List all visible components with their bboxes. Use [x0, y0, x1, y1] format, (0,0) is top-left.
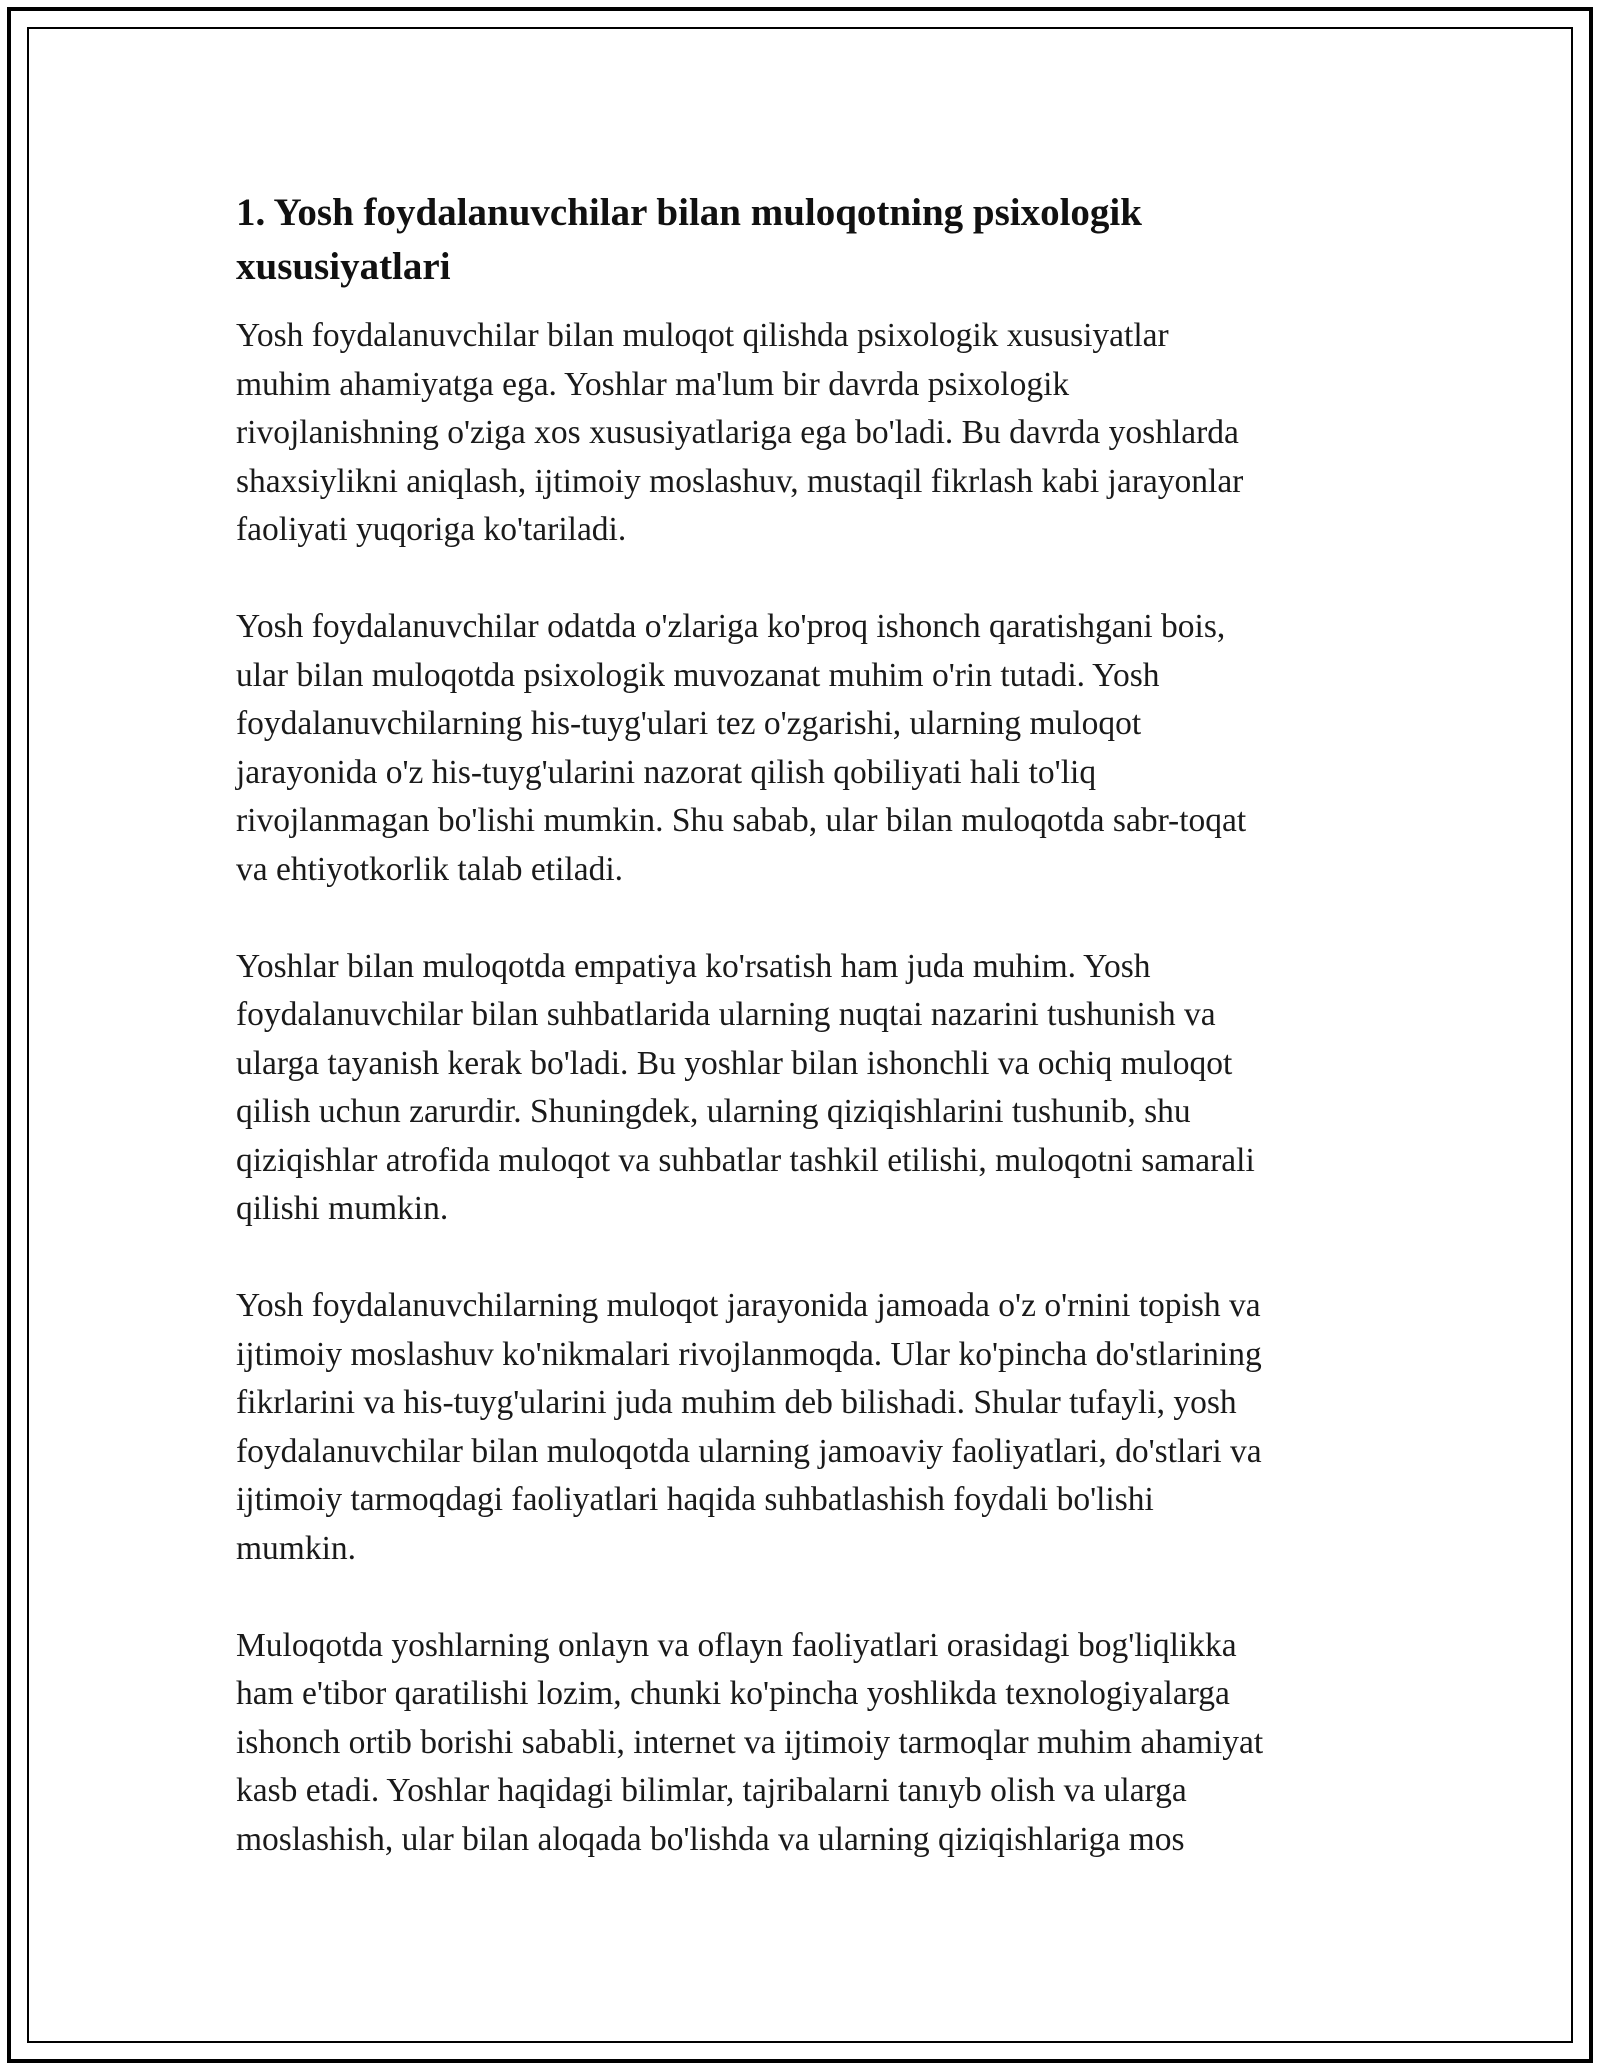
text-line: foydalanuvchilar bilan muloqotda ularning jamoaviy faoliyatlari, do'stlari va — [236, 1432, 1262, 1470]
heading-line: 1. Yosh foydalanuvchilar bilan muloqotning psixologik — [236, 191, 1142, 234]
text-line: foydalanuvchilar bilan suhbatlarida ularning nuqtai nazarini tushunish va — [236, 996, 1216, 1033]
text-line: qiziqishlar atrofida muloqot va suhbatlar tashkil etilishi, muloqotni samarali — [236, 1141, 1255, 1179]
text-line: Yoshlar bilan muloqotda empatiya ko'rsatish ham juda muhim. Yosh — [236, 947, 1151, 985]
text-line: Yosh foydalanuvchilarning muloqot jarayonida jamoada o'z o'rnini topish va — [236, 1287, 1261, 1324]
text-line: rivojlanmagan bo'lishi mumkin. Shu sabab, ular bilan muloqotda sabr-toqat — [236, 802, 1247, 839]
paragraph — [236, 1622, 1376, 1865]
paragraph — [236, 943, 1376, 1234]
text-line: ular bilan muloqotda psixologik muvozanat muhim o'rin tutadi. Yosh — [236, 656, 1160, 694]
paragraph — [236, 603, 1376, 894]
text-line: ijtimoiy moslashuv ko'nikmalari rivojlanmoqda. Ular ko'pincha do'stlarining — [236, 1335, 1262, 1373]
text-line: ishonch ortib borishi sababli, internet va ijtimoiy tarmoqlar muhim ahamiyat — [236, 1723, 1264, 1761]
text-line: fikrlarini va his-tuyg'ularini juda muhim deb bilishadi. Shular tufayli, yosh — [236, 1384, 1237, 1421]
text-line: ularga tayanish kerak bo'ladi. Bu yoshlar bilan ishonchli va ochiq muloqot — [236, 1044, 1233, 1082]
document-body — [236, 186, 1376, 1864]
text-line: Yosh foydalanuvchilar bilan muloqot qilishda psixologik xususiyatlar — [236, 317, 1169, 354]
text-line: moslashish, ular bilan aloqada bo'lishda va ularning qiziqishlariga mos — [236, 1820, 1185, 1858]
text-line: faoliyati yuqoriga ko'tariladi. — [236, 511, 627, 548]
text-line: mumkin. — [236, 1529, 357, 1567]
text-line: qilish uchun zarurdir. Shuningdek, ularning qiziqishlarini tushunib, shu — [236, 1093, 1191, 1130]
text-line: Muloqotda yoshlarning onlayn va oflayn faoliyatlari orasidagi bog'liqlikka — [236, 1626, 1237, 1664]
text-line: va ehtiyotkorlik talab etiladi. — [236, 850, 624, 888]
text-line: ham e'tibor qaratilishi lozim, chunki ko'pincha yoshlikda texnologiyalarga — [236, 1675, 1230, 1712]
paragraph — [236, 312, 1376, 555]
text-line: Yosh foydalanuvchilar odatda o'zlariga ko'proq ishonch qaratishgani bois, — [236, 608, 1226, 645]
text-line: rivojlanishning o'ziga xos xususiyatlariga ega bo'ladi. Bu davrda yoshlarda — [236, 414, 1239, 451]
paragraph — [236, 1282, 1376, 1573]
text-line: jarayonida o'z his-tuyg'ularini nazorat qilish qobiliyati hali to'liq — [236, 753, 1097, 791]
section-heading — [236, 186, 1376, 294]
text-line: muhim ahamiyatga ega. Yoshlar ma'lum bir davrda psixologik — [236, 365, 1070, 403]
text-line: ijtimoiy tarmoqdagi faoliyatlari haqida suhbatlashish foydali bo'lishi — [236, 1481, 1154, 1518]
text-line: kasb etadi. Yoshlar haqidagi bilimlar, tajribalarni tanıyb olish va ularga — [236, 1772, 1187, 1809]
text-line: qilishi mumkin. — [236, 1190, 449, 1227]
heading-line: xususiyatlari — [236, 245, 451, 288]
text-line: shaxsiylikni aniqlash, ijtimoiy moslashuv, mustaqil fikrlash kabi jarayonlar — [236, 462, 1244, 500]
text-line: foydalanuvchilarning his-tuyg'ulari tez o'zgarishi, ularning muloqot — [236, 705, 1142, 742]
